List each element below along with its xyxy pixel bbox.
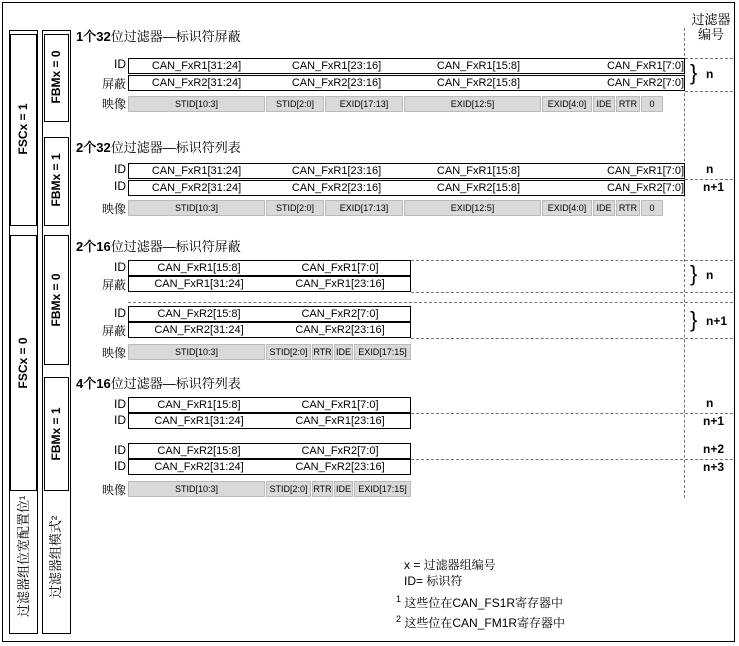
- legend-fm1r: [396, 614, 565, 631]
- s4a1-c0: CAN_FxR1[15:8]: [157, 399, 241, 411]
- section2-title: [76, 137, 241, 156]
- filter-number-header: [686, 12, 736, 42]
- s4-id4-label: ID: [114, 459, 126, 473]
- s3b2-c0: CAN_FxR2[31:24]: [154, 324, 244, 336]
- s3m-c4: EXID[17:15]: [354, 344, 411, 360]
- s2-filter-n: n: [706, 162, 714, 176]
- s3-row-mask2: [128, 322, 411, 338]
- s1-dash-bottom: [685, 91, 733, 92]
- s4b1-c1: CAN_FxR2[7:0]: [301, 445, 379, 457]
- section4-num: 4个16: [76, 376, 111, 391]
- right-divider: [684, 28, 685, 498]
- s3-id2-label: ID: [114, 306, 126, 320]
- s2r2-c0: CAN_FxR2[31:24]: [151, 182, 242, 194]
- section2-num: 2个32: [76, 140, 111, 155]
- s4b2-c1: CAN_FxR2[23:16]: [295, 461, 385, 473]
- s3-dash-top1: [411, 260, 733, 261]
- s2r1-c3: CAN_FxR1[7:0]: [606, 165, 684, 177]
- section3-title: [76, 236, 241, 255]
- s4a2-c0: CAN_FxR1[31:24]: [154, 415, 244, 427]
- header-line2: 编号: [697, 27, 724, 42]
- s2r2-c1: CAN_FxR2[23:16]: [291, 182, 382, 194]
- s2-id1-label: ID: [114, 162, 126, 176]
- s3a2-c0: CAN_FxR1[31:24]: [154, 278, 244, 290]
- s1-row-id: [128, 58, 685, 74]
- section4-rest: 位过滤器—标识符列表: [110, 376, 241, 391]
- s3-brace1: }: [690, 261, 698, 286]
- section3-rest: 位过滤器—标识符屏蔽: [110, 239, 241, 254]
- s4m-c1: STID[2:0]: [266, 481, 311, 497]
- s1-row-mask: [128, 75, 685, 91]
- s2-row-id2: [128, 180, 685, 196]
- s1r1-c2: CAN_FxR1[15:8]: [436, 60, 521, 72]
- s3-dash-top2: [128, 302, 733, 303]
- s1m-c0: STID[10:3]: [128, 96, 265, 112]
- section2-rest: 位过滤器—标识符列表: [110, 140, 241, 155]
- s2r1-c1: CAN_FxR1[23:16]: [291, 165, 382, 177]
- s3-row-id2: [128, 306, 411, 322]
- s1m-c1: STID[2:0]: [266, 96, 324, 112]
- s3m-c1: STID[2:0]: [266, 344, 311, 360]
- s3-filter-n1: n+1: [706, 314, 728, 328]
- s4-map-label: 映像: [101, 483, 126, 497]
- s4-dash-1: [411, 413, 733, 414]
- legend-fs1r-text: 这些位在CAN_FS1R寄存器中: [404, 596, 564, 610]
- s2r1-c2: CAN_FxR1[15:8]: [436, 165, 521, 177]
- s4m-c2: RTR: [312, 481, 333, 497]
- s3a2-c1: CAN_FxR1[23:16]: [295, 278, 385, 290]
- s2m-c5: IDE: [593, 200, 615, 216]
- s2m-c7: 0: [641, 200, 663, 216]
- section3-num: 2个16: [76, 239, 111, 254]
- s3-row-id1: [128, 260, 411, 276]
- s1m-c2: EXID[17:13]: [325, 96, 403, 112]
- s1-map-label: 映像: [101, 97, 126, 111]
- s1m-c7: 0: [641, 96, 663, 112]
- s3m-c0: STID[10:3]: [128, 344, 265, 360]
- s4a2-c1: CAN_FxR1[23:16]: [295, 415, 385, 427]
- s4-dash-2: [411, 459, 733, 460]
- s4b2-c0: CAN_FxR2[31:24]: [154, 461, 244, 473]
- s1m-c5: IDE: [593, 96, 615, 112]
- s1-mask-label: 屏蔽: [101, 77, 126, 91]
- s4-id3-label: ID: [114, 443, 126, 457]
- width-config-label: 过滤器组位宽配置位¹: [16, 495, 31, 617]
- section1-title: [76, 26, 241, 45]
- s1r1-c0: CAN_FxR1[31:24]: [151, 60, 242, 72]
- s3-brace2: }: [690, 307, 698, 332]
- s4-filter-n: n: [706, 396, 714, 410]
- s2r2-c2: CAN_FxR2[15:8]: [436, 182, 521, 194]
- s4-row-id4: [128, 459, 411, 475]
- section4-title: [76, 373, 241, 392]
- s1r2-c3: CAN_FxR2[7:0]: [606, 77, 684, 89]
- fbmx1-label-a: FBMx = 1: [49, 153, 63, 207]
- s1-dash-top: [685, 58, 733, 59]
- s2-filter-n1: n+1: [703, 180, 725, 194]
- legend-id: ID= 标识符: [404, 574, 463, 588]
- s4m-c4: EXID[17:15]: [354, 481, 411, 497]
- s4-filter-n1: n+1: [703, 414, 725, 428]
- s1-brace: }: [690, 60, 698, 85]
- s4-filter-n2: n+2: [703, 442, 725, 456]
- s1m-c4: EXID[4:0]: [542, 96, 592, 112]
- s3-id1-label: ID: [114, 260, 126, 274]
- s3-row-mask1: [128, 276, 411, 292]
- s1r1-c1: CAN_FxR1[23:16]: [291, 60, 382, 72]
- s1m-c3: EXID[12:5]: [404, 96, 541, 112]
- s2m-c6: RTR: [616, 200, 640, 216]
- s4-row-id2: [128, 413, 411, 429]
- s2r1-c0: CAN_FxR1[31:24]: [151, 165, 242, 177]
- s4-row-id1: [128, 397, 411, 413]
- fscx0-label: FSCx = 0: [16, 337, 30, 389]
- s4-id2-label: ID: [114, 413, 126, 427]
- s4m-c0: STID[10:3]: [128, 481, 265, 497]
- s1r2-c2: CAN_FxR2[15:8]: [436, 77, 521, 89]
- s3b1-c0: CAN_FxR2[15:8]: [157, 308, 241, 320]
- fscx1-label: FSCx = 1: [16, 103, 30, 155]
- s4m-c3: IDE: [334, 481, 353, 497]
- s2m-c0: STID[10:3]: [128, 200, 265, 216]
- s2-id2-label: ID: [114, 179, 126, 193]
- s2m-c4: EXID[4:0]: [542, 200, 592, 216]
- s4-row-id3: [128, 443, 411, 459]
- legend-fm1r-sup: 2: [396, 614, 402, 624]
- s2m-c2: EXID[17:13]: [325, 200, 403, 216]
- s1r1-c3: CAN_FxR1[7:0]: [606, 60, 684, 72]
- s3-dash-bot1: [411, 292, 733, 293]
- s3a1-c0: CAN_FxR1[15:8]: [157, 262, 241, 274]
- legend-fs1r-sup: 1: [396, 594, 402, 604]
- s3a1-c1: CAN_FxR1[7:0]: [301, 262, 379, 274]
- s1r2-c0: CAN_FxR2[31:24]: [151, 77, 242, 89]
- s1-filter-n: n: [706, 67, 714, 81]
- legend-fs1r: [396, 594, 563, 611]
- legend-x: x = 过滤器组编号: [404, 558, 496, 572]
- s4-id1-label: ID: [114, 397, 126, 411]
- s4b1-c0: CAN_FxR2[15:8]: [157, 445, 241, 457]
- s2r2-c3: CAN_FxR2[7:0]: [606, 182, 684, 194]
- fbmx1-label-b: FBMx = 1: [49, 407, 63, 461]
- s2-map-label: 映像: [101, 202, 126, 216]
- section1-num: 1个32: [76, 29, 111, 44]
- s3m-c2: RTR: [312, 344, 333, 360]
- fbmx0-label-b: FBMx = 0: [49, 273, 63, 327]
- s4-filter-n3: n+3: [703, 460, 725, 474]
- header-line1: 过滤器: [691, 12, 731, 27]
- mode-config-label: 过滤器组模式²: [48, 515, 63, 599]
- s4a1-c1: CAN_FxR1[7:0]: [301, 399, 379, 411]
- s3b2-c1: CAN_FxR2[23:16]: [295, 324, 385, 336]
- s3m-c3: IDE: [334, 344, 353, 360]
- s1r2-c1: CAN_FxR2[23:16]: [291, 77, 382, 89]
- s3-dash-bot2: [411, 338, 733, 339]
- fbmx0-label-a: FBMx = 0: [49, 50, 63, 104]
- s2m-c3: EXID[12:5]: [404, 200, 541, 216]
- s3-mask2-label: 屏蔽: [101, 324, 126, 338]
- s1m-c6: RTR: [616, 96, 640, 112]
- s1-id-label: ID: [114, 57, 126, 71]
- s2-row-id1: [128, 163, 685, 179]
- s3-mask1-label: 屏蔽: [101, 278, 126, 292]
- legend-fm1r-text: 这些位在CAN_FM1R寄存器中: [404, 616, 566, 630]
- s3-filter-n: n: [706, 268, 714, 282]
- s3-map-label: 映像: [101, 346, 126, 360]
- section1-rest: 位过滤器—标识符屏蔽: [110, 29, 241, 44]
- s2m-c1: STID[2:0]: [266, 200, 324, 216]
- s3b1-c1: CAN_FxR2[7:0]: [301, 308, 379, 320]
